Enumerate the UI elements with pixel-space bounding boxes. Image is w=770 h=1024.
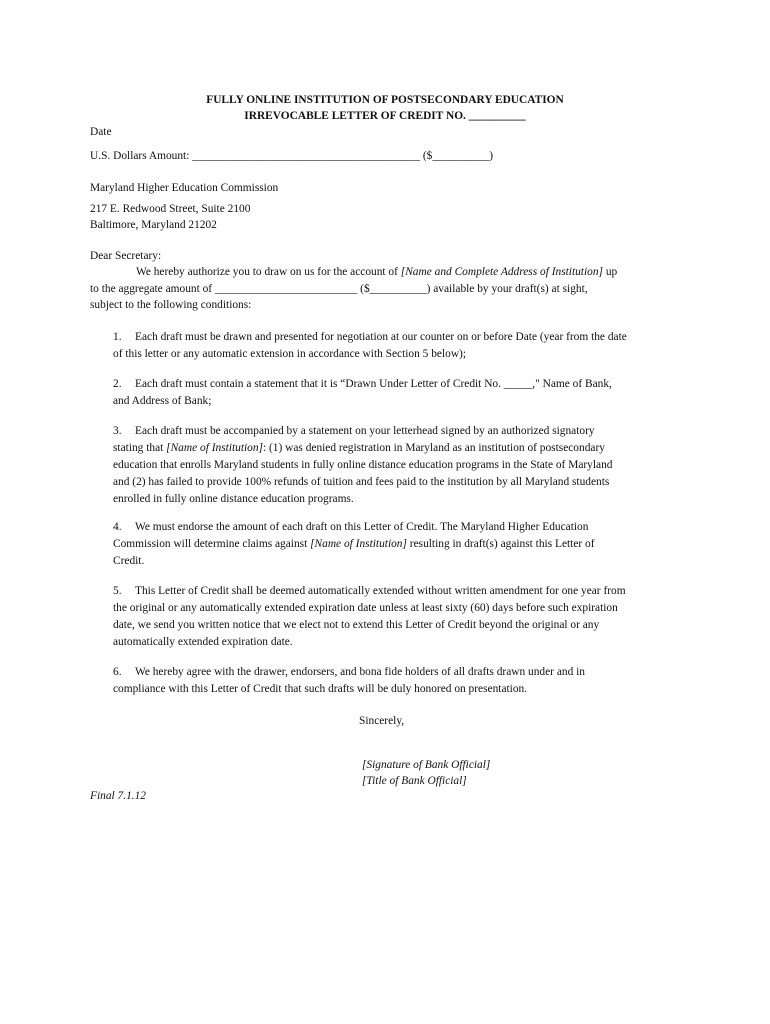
- condition-3-line-2-text: stating that: [113, 442, 167, 454]
- condition-1-line-2: of this letter or any automatic extension in accordance with Section 5 below);: [113, 348, 466, 360]
- recipient-city: Baltimore, Maryland 21202: [90, 219, 217, 231]
- condition-1-number: 1.: [113, 331, 122, 343]
- condition-3-line-3: education that enrolls Maryland students in fully online distance education programs in the State of Maryland: [113, 459, 613, 471]
- condition-4-line-1: [113, 519, 588, 536]
- intro-line-1-tail: up: [602, 266, 618, 278]
- condition-5-line-1: [113, 583, 626, 600]
- condition-5-text: This Letter of Credit shall be deemed automatically extended without written amendment for one year from: [135, 585, 626, 597]
- condition-2-line-2: and Address of Bank;: [113, 395, 212, 407]
- condition-5-line-4: automatically extended expiration date.: [113, 636, 293, 648]
- usd-amount-line: U.S. Dollars Amount: ________________________________________ ($__________): [90, 150, 494, 162]
- intro-line-2: to the aggregate amount of _________________________ ($__________) available by your draft(s) at sight,: [90, 283, 588, 295]
- condition-5-line-2: the original or any automatically extended expiration date unless at least sixty (60) days before such expiration: [113, 602, 618, 614]
- condition-2-number: 2.: [113, 378, 122, 390]
- institution-name-placeholder: [Name of Institution]: [166, 442, 263, 454]
- signature-placeholder: [Signature of Bank Official]: [362, 759, 491, 771]
- condition-3-text: Each draft must be accompanied by a statement on your letterhead signed by an authorized signatory: [135, 425, 595, 437]
- condition-4-line-2-text: Commission will determine claims against: [113, 538, 311, 550]
- document-title-line-2: IRREVOCABLE LETTER OF CREDIT NO. __________: [244, 110, 526, 122]
- institution-name-placeholder: [Name of Institution]: [310, 538, 407, 550]
- condition-6-line-2: compliance with this Letter of Credit that such drafts will be duly honored on presentation.: [113, 683, 528, 695]
- intro-line-3: subject to the following conditions:: [90, 299, 252, 311]
- condition-6-text: We hereby agree with the drawer, endorsers, and bona fide holders of all drafts drawn under and in: [135, 666, 585, 678]
- condition-4-line-2-tail: resulting in draft(s) against this Letter of: [406, 538, 595, 550]
- date-label: Date: [90, 126, 112, 138]
- recipient-street: 217 E. Redwood Street, Suite 2100: [90, 203, 251, 215]
- official-title-placeholder: [Title of Bank Official]: [362, 775, 467, 787]
- condition-5-number: 5.: [113, 585, 122, 597]
- salutation: Dear Secretary:: [90, 250, 162, 262]
- condition-5-line-3: date, we send you written notice that we elect not to extend this Letter of Credit beyond the original or any: [113, 619, 600, 631]
- recipient-name: Maryland Higher Education Commission: [90, 182, 279, 194]
- condition-3-line-2-tail: : (1) was denied registration in Maryland as an institution of postsecondary: [262, 442, 605, 454]
- condition-6-line-1: [113, 664, 585, 681]
- closing-sincerely: Sincerely,: [359, 715, 405, 727]
- condition-6-number: 6.: [113, 666, 122, 678]
- condition-1-text: Each draft must be drawn and presented for negotiation at our counter on or before Date (year from the date: [135, 331, 627, 343]
- version-label: Final 7.1.12: [90, 790, 147, 802]
- condition-2-text: Each draft must contain a statement that it is “Drawn Under Letter of Credit No. _____," Name of Bank,: [135, 378, 612, 390]
- condition-3-number: 3.: [113, 425, 122, 437]
- condition-3-line-2: [113, 440, 605, 457]
- condition-3-line-5: enrolled in fully online distance education programs.: [113, 493, 354, 505]
- institution-name-address-placeholder: [Name and Complete Address of Institution]: [400, 266, 603, 278]
- condition-4-line-3: Credit.: [113, 555, 145, 567]
- intro-line-1: [136, 264, 617, 281]
- condition-1-line-1: [113, 329, 627, 346]
- document-title-line-1: FULLY ONLINE INSTITUTION OF POSTSECONDARY EDUCATION: [206, 94, 564, 106]
- condition-3-line-4: and (2) has failed to provide 100% refunds of tuition and fees paid to the institution by all Maryland students: [113, 476, 610, 488]
- condition-4-line-2: [113, 536, 595, 553]
- condition-4-text: We must endorse the amount of each draft on this Letter of Credit. The Maryland Higher Education: [135, 521, 589, 533]
- condition-2-line-1: [113, 376, 612, 393]
- intro-line-1-text: We hereby authorize you to draw on us for the account of: [136, 266, 401, 278]
- condition-3-line-1: [113, 423, 595, 440]
- condition-4-number: 4.: [113, 521, 122, 533]
